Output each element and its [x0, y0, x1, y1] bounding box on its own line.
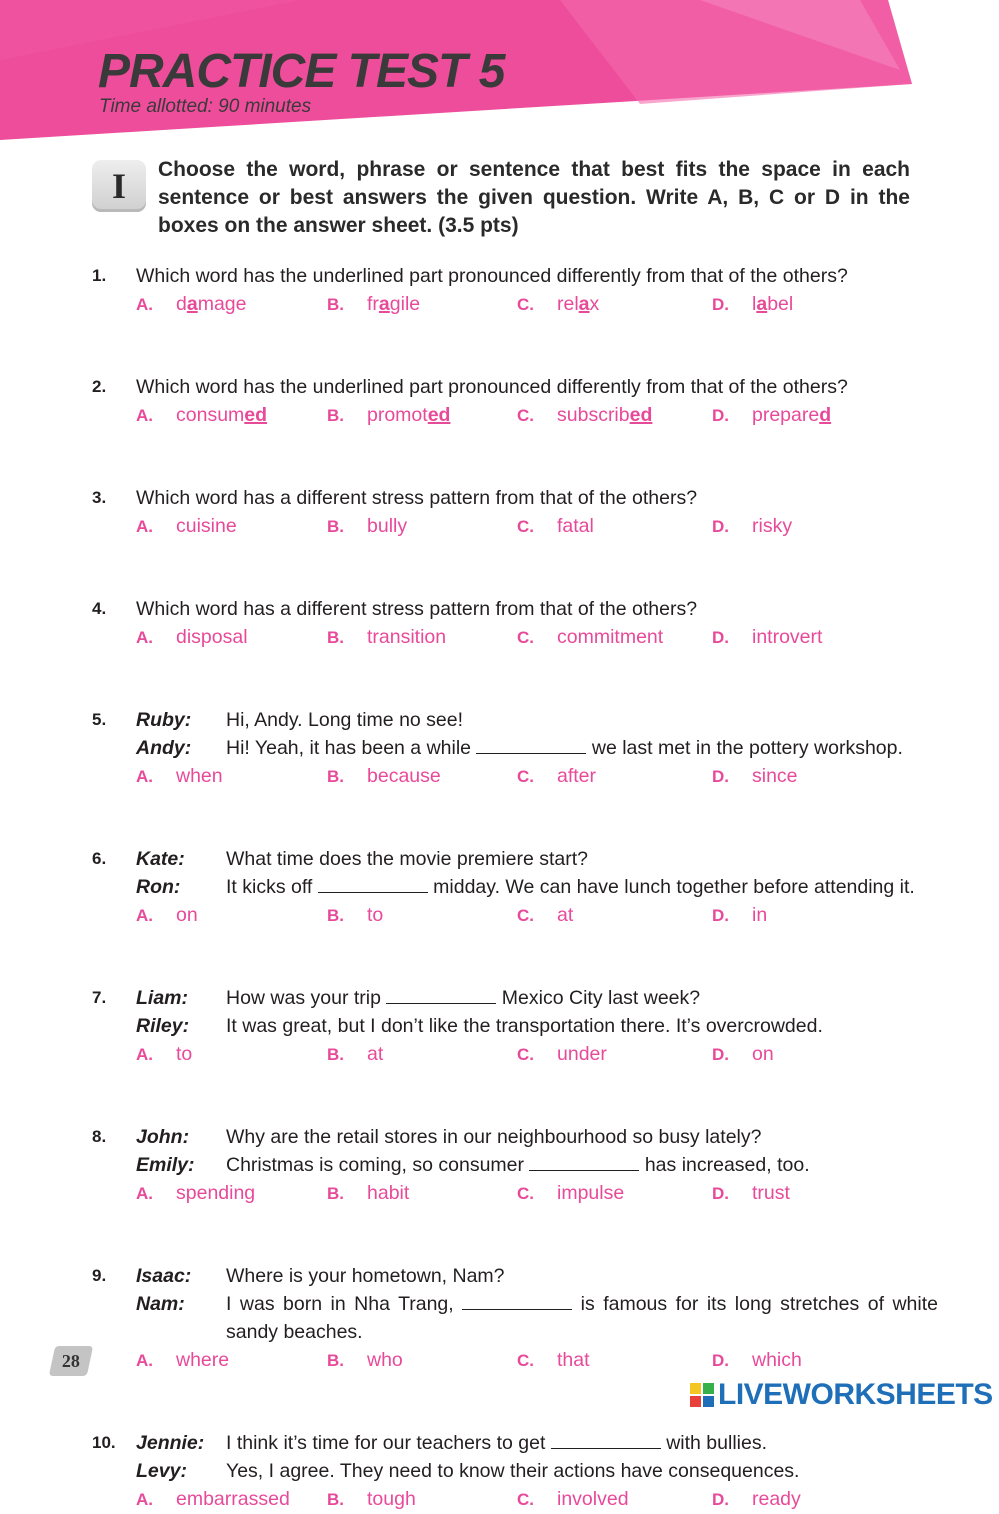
answer-option[interactable] — [712, 623, 822, 652]
option-text-part: prepare — [752, 404, 820, 426]
option-letter: C. — [517, 767, 534, 786]
question-item — [0, 706, 999, 790]
answer-option[interactable] — [136, 1346, 229, 1375]
answer-blank — [462, 1291, 572, 1310]
option-letter: D. — [712, 1351, 729, 1370]
option-text: embarrassed — [176, 1488, 290, 1510]
dialogue-speaker: Kate: — [136, 848, 185, 870]
answer-option[interactable] — [712, 762, 798, 791]
option-text: at — [367, 1043, 384, 1065]
option-letter: A. — [136, 628, 153, 647]
question-number: 6. — [92, 849, 107, 868]
option-text: on — [752, 1043, 774, 1065]
option-letter: A. — [136, 906, 153, 925]
option-text-part: l — [752, 293, 757, 315]
question-item — [0, 845, 999, 929]
option-letter: B. — [327, 517, 344, 536]
option-letter: B. — [327, 1490, 344, 1509]
option-letter: C. — [517, 295, 534, 314]
question-item — [0, 262, 999, 318]
option-text: risky — [752, 515, 793, 537]
page-number: 28 — [62, 1350, 80, 1371]
option-letter: A. — [136, 1184, 153, 1203]
question-number: 5. — [92, 710, 107, 729]
answer-options — [0, 901, 999, 929]
answer-options — [0, 1485, 999, 1513]
dialogue-text: Hi, Andy. Long time no see! — [226, 709, 464, 731]
option-letter: D. — [712, 628, 729, 647]
answer-options — [0, 623, 999, 651]
answer-options — [0, 290, 999, 318]
answer-option[interactable] — [327, 1179, 409, 1208]
option-text: after — [557, 765, 597, 787]
dialogue-text: It was great, but I don’t like the transportation there. It’s overcrowded. — [226, 1015, 823, 1037]
answer-options — [0, 1346, 999, 1374]
option-letter: B. — [327, 1045, 344, 1064]
answer-option[interactable] — [136, 512, 237, 541]
dialogue-line — [226, 706, 938, 734]
answer-option[interactable] — [327, 512, 407, 541]
underlined-part: ed — [629, 404, 653, 426]
option-letter: B. — [327, 406, 344, 425]
answer-option[interactable] — [712, 1346, 802, 1375]
dialogue-text: I think it’s time for our teachers to get — [226, 1432, 551, 1454]
option-letter: D. — [712, 1045, 729, 1064]
dialogue-text: has increased, too. — [639, 1154, 810, 1176]
question-list — [0, 262, 999, 1513]
answer-option[interactable] — [327, 762, 441, 791]
question-item — [0, 1429, 999, 1513]
question-item — [0, 984, 999, 1068]
liveworksheets-logo — [690, 1378, 993, 1412]
option-letter: C. — [517, 628, 534, 647]
option-text-part: promot — [367, 404, 428, 426]
question-text: Which word has the underlined part pronounced differently from that of the others? — [136, 376, 848, 398]
question-text: Which word has the underlined part pronounced differently from that of the others? — [136, 265, 848, 287]
option-text: involved — [557, 1488, 629, 1510]
question-text: Which word has a different stress pattern from that of the others? — [136, 598, 698, 620]
option-text: to — [176, 1043, 193, 1065]
option-letter: A. — [136, 1351, 153, 1370]
option-text: on — [176, 904, 198, 926]
answer-option[interactable] — [136, 762, 223, 791]
question-number: 10. — [92, 1433, 116, 1452]
option-text: spending — [176, 1182, 256, 1204]
option-text: since — [752, 765, 798, 787]
option-text: who — [367, 1349, 403, 1371]
answer-options — [0, 762, 999, 790]
page-number-badge — [49, 1346, 93, 1376]
answer-option[interactable] — [712, 401, 831, 430]
option-letter: B. — [327, 628, 344, 647]
dialogue-text: we last met in the pottery workshop. — [586, 737, 903, 759]
section-badge — [92, 160, 146, 212]
question-item — [0, 1262, 999, 1374]
page-title: PRACTICE TEST 5 — [98, 45, 505, 98]
underlined-part: a — [378, 293, 390, 315]
option-text: bully — [367, 515, 408, 537]
answer-option[interactable] — [136, 401, 267, 430]
answer-option[interactable] — [517, 1179, 624, 1208]
option-text-part: d — [176, 293, 187, 315]
answer-option[interactable] — [327, 1040, 383, 1069]
dialogue-speaker: Liam: — [136, 987, 189, 1009]
option-letter: B. — [327, 1351, 344, 1370]
answer-option[interactable] — [517, 512, 594, 541]
dialogue-line — [226, 1457, 938, 1485]
dialogue-speaker: Emily: — [136, 1154, 195, 1176]
dialogue-line — [226, 1012, 938, 1040]
option-letter: C. — [517, 1351, 534, 1370]
option-text: in — [752, 904, 768, 926]
answer-option[interactable] — [136, 901, 198, 930]
option-text — [367, 404, 450, 426]
dialogue-text: with bullies. — [660, 1432, 768, 1454]
dialogue-speaker: Riley: — [136, 1015, 190, 1037]
answer-option[interactable] — [517, 290, 599, 319]
option-text: transition — [367, 626, 447, 648]
answer-option[interactable] — [327, 1346, 403, 1375]
answer-blank — [476, 735, 586, 754]
answer-options — [0, 1040, 999, 1068]
dialogue-line — [226, 1262, 938, 1290]
underlined-part: d — [819, 404, 832, 426]
option-text — [752, 404, 831, 426]
option-text: introvert — [752, 626, 823, 648]
option-letter: D. — [712, 906, 729, 925]
underlined-part: ed — [244, 404, 268, 426]
dialogue-line — [226, 1123, 938, 1151]
answer-option[interactable] — [327, 1485, 416, 1514]
logo-text: LIVEWORKSHEETS — [718, 1378, 993, 1411]
answer-options — [0, 401, 999, 429]
time-allotted: Time allotted: 90 minutes — [99, 96, 312, 117]
question-item — [0, 373, 999, 429]
underlined-part: ed — [427, 404, 451, 426]
dialogue-speaker: Isaac: — [136, 1265, 192, 1287]
question-number: 3. — [92, 488, 107, 507]
question-item — [0, 595, 999, 651]
option-letter: A. — [136, 406, 153, 425]
dialogue-speaker: Ron: — [136, 876, 181, 898]
answer-option[interactable] — [136, 1485, 290, 1514]
option-text-part: fr — [367, 293, 379, 315]
answer-option[interactable] — [517, 401, 652, 430]
option-text — [367, 293, 420, 315]
answer-option[interactable] — [136, 623, 248, 652]
answer-option[interactable] — [712, 901, 767, 930]
dialogue-speaker: Andy: — [136, 737, 192, 759]
dialogue-text: It kicks off — [226, 876, 318, 898]
answer-option[interactable] — [712, 1040, 774, 1069]
option-letter: A. — [136, 517, 153, 536]
option-text: under — [557, 1043, 607, 1065]
option-text: that — [557, 1349, 590, 1371]
option-text: cuisine — [176, 515, 237, 537]
answer-option[interactable] — [712, 512, 792, 541]
option-text: trust — [752, 1182, 790, 1204]
dialogue-line — [226, 845, 938, 873]
option-letter: B. — [327, 1184, 344, 1203]
option-text — [557, 293, 599, 315]
option-letter: D. — [712, 1490, 729, 1509]
answer-option[interactable] — [712, 290, 793, 319]
option-text: tough — [367, 1488, 416, 1510]
answer-option[interactable] — [136, 290, 247, 319]
option-letter: D. — [712, 295, 729, 314]
option-text-part: bel — [767, 293, 794, 315]
answer-blank — [386, 985, 496, 1004]
option-letter: D. — [712, 767, 729, 786]
option-letter: B. — [327, 295, 344, 314]
option-letter: A. — [136, 295, 153, 314]
option-text: habit — [367, 1182, 410, 1204]
option-letter: D. — [712, 1184, 729, 1203]
section-numeral: I — [111, 166, 126, 206]
answer-blank — [318, 874, 428, 893]
option-text: fatal — [557, 515, 594, 537]
liveworksheets-icon — [690, 1383, 714, 1407]
option-text: disposal — [176, 626, 248, 648]
dialogue-line — [226, 984, 938, 1012]
dialogue-text: What time does the movie premiere start? — [226, 848, 588, 870]
option-text — [557, 404, 652, 426]
question-number: 2. — [92, 377, 107, 396]
dialogue-text: Hi! Yeah, it has been a while — [226, 737, 477, 759]
option-text: ready — [752, 1488, 801, 1510]
option-letter: C. — [517, 1184, 534, 1203]
dialogue-line — [226, 873, 938, 901]
option-text-part: consum — [176, 404, 245, 426]
answer-option[interactable] — [136, 1179, 255, 1208]
question-item — [0, 484, 999, 540]
dialogue-line — [226, 734, 938, 762]
question-number: 1. — [92, 266, 107, 285]
question-item — [0, 1123, 999, 1207]
answer-option[interactable] — [517, 623, 663, 652]
dialogue-text: Yes, I agree. They need to know their actions have consequences. — [226, 1460, 800, 1482]
answer-option[interactable] — [327, 401, 450, 430]
answer-option[interactable] — [517, 1485, 629, 1514]
dialogue-text: Christmas is coming, so consumer — [226, 1154, 530, 1176]
dialogue-line — [226, 1290, 938, 1346]
dialogue-line — [226, 1429, 938, 1457]
underlined-part: a — [756, 293, 768, 315]
option-text: which — [752, 1349, 802, 1371]
option-letter: A. — [136, 1490, 153, 1509]
option-text: to — [367, 904, 384, 926]
option-text — [752, 293, 793, 315]
option-letter: D. — [712, 406, 729, 425]
option-letter: C. — [517, 1045, 534, 1064]
dialogue-text: Mexico City last week? — [496, 987, 701, 1009]
dialogue-line — [226, 1151, 938, 1179]
option-text: because — [367, 765, 441, 787]
answer-blank — [529, 1152, 639, 1171]
option-text: commitment — [557, 626, 664, 648]
answer-blank — [551, 1430, 661, 1449]
dialogue-speaker: Jennie: — [136, 1432, 205, 1454]
answer-option[interactable] — [712, 1485, 801, 1514]
question-number: 4. — [92, 599, 107, 618]
dialogue-speaker: Ruby: — [136, 709, 192, 731]
answer-options — [0, 1179, 999, 1207]
dialogue-text: Why are the retail stores in our neighbourhood so busy lately? — [226, 1126, 762, 1148]
answer-option[interactable] — [517, 1346, 590, 1375]
dialogue-speaker: Levy: — [136, 1460, 187, 1482]
dialogue-text: How was your trip — [226, 987, 387, 1009]
dialogue-text: is famous for its long stretches of white sandy beaches. — [226, 1293, 938, 1343]
option-text-part: gile — [389, 293, 421, 315]
option-letter: A. — [136, 767, 153, 786]
dialogue-text: midday. We can have lunch together before attending it. — [427, 876, 915, 898]
answer-option[interactable] — [517, 762, 596, 791]
answer-option[interactable] — [136, 1040, 192, 1069]
option-text: when — [176, 765, 223, 787]
answer-option[interactable] — [327, 290, 420, 319]
option-text: at — [557, 904, 574, 926]
question-number: 9. — [92, 1266, 107, 1285]
option-text: impulse — [557, 1182, 625, 1204]
answer-option[interactable] — [517, 1040, 607, 1069]
option-text — [176, 293, 247, 315]
answer-option[interactable] — [517, 901, 573, 930]
dialogue-text: Where is your hometown, Nam? — [226, 1265, 505, 1287]
option-letter: C. — [517, 517, 534, 536]
option-text — [176, 404, 267, 426]
answer-option[interactable] — [712, 1179, 790, 1208]
option-letter: C. — [517, 1490, 534, 1509]
option-letter: A. — [136, 1045, 153, 1064]
answer-option[interactable] — [327, 901, 383, 930]
underlined-part: a — [186, 293, 198, 315]
answer-options — [0, 512, 999, 540]
option-text-part: subscrib — [557, 404, 630, 426]
option-text-part: rel — [557, 293, 579, 315]
answer-option[interactable] — [327, 623, 446, 652]
option-letter: B. — [327, 906, 344, 925]
underlined-part: a — [578, 293, 590, 315]
question-text: Which word has a different stress pattern from that of the others? — [136, 487, 698, 509]
dialogue-text: I was born in Nha Trang, — [226, 1293, 463, 1315]
question-number: 8. — [92, 1127, 107, 1146]
option-text-part: mage — [197, 293, 247, 315]
option-text: where — [176, 1349, 230, 1371]
section-instructions: Choose the word, phrase or sentence that best fits the space in each sentence or best answers the given question. Write A, B, C or D in the boxes on the answer sheet. (3.5 pts) — [158, 158, 910, 237]
dialogue-speaker: Nam: — [136, 1293, 185, 1315]
option-text-part: x — [589, 293, 600, 315]
option-letter: D. — [712, 517, 729, 536]
question-number: 7. — [92, 988, 107, 1007]
option-letter: B. — [327, 767, 344, 786]
option-letter: C. — [517, 906, 534, 925]
dialogue-speaker: John: — [136, 1126, 190, 1148]
option-letter: C. — [517, 406, 534, 425]
